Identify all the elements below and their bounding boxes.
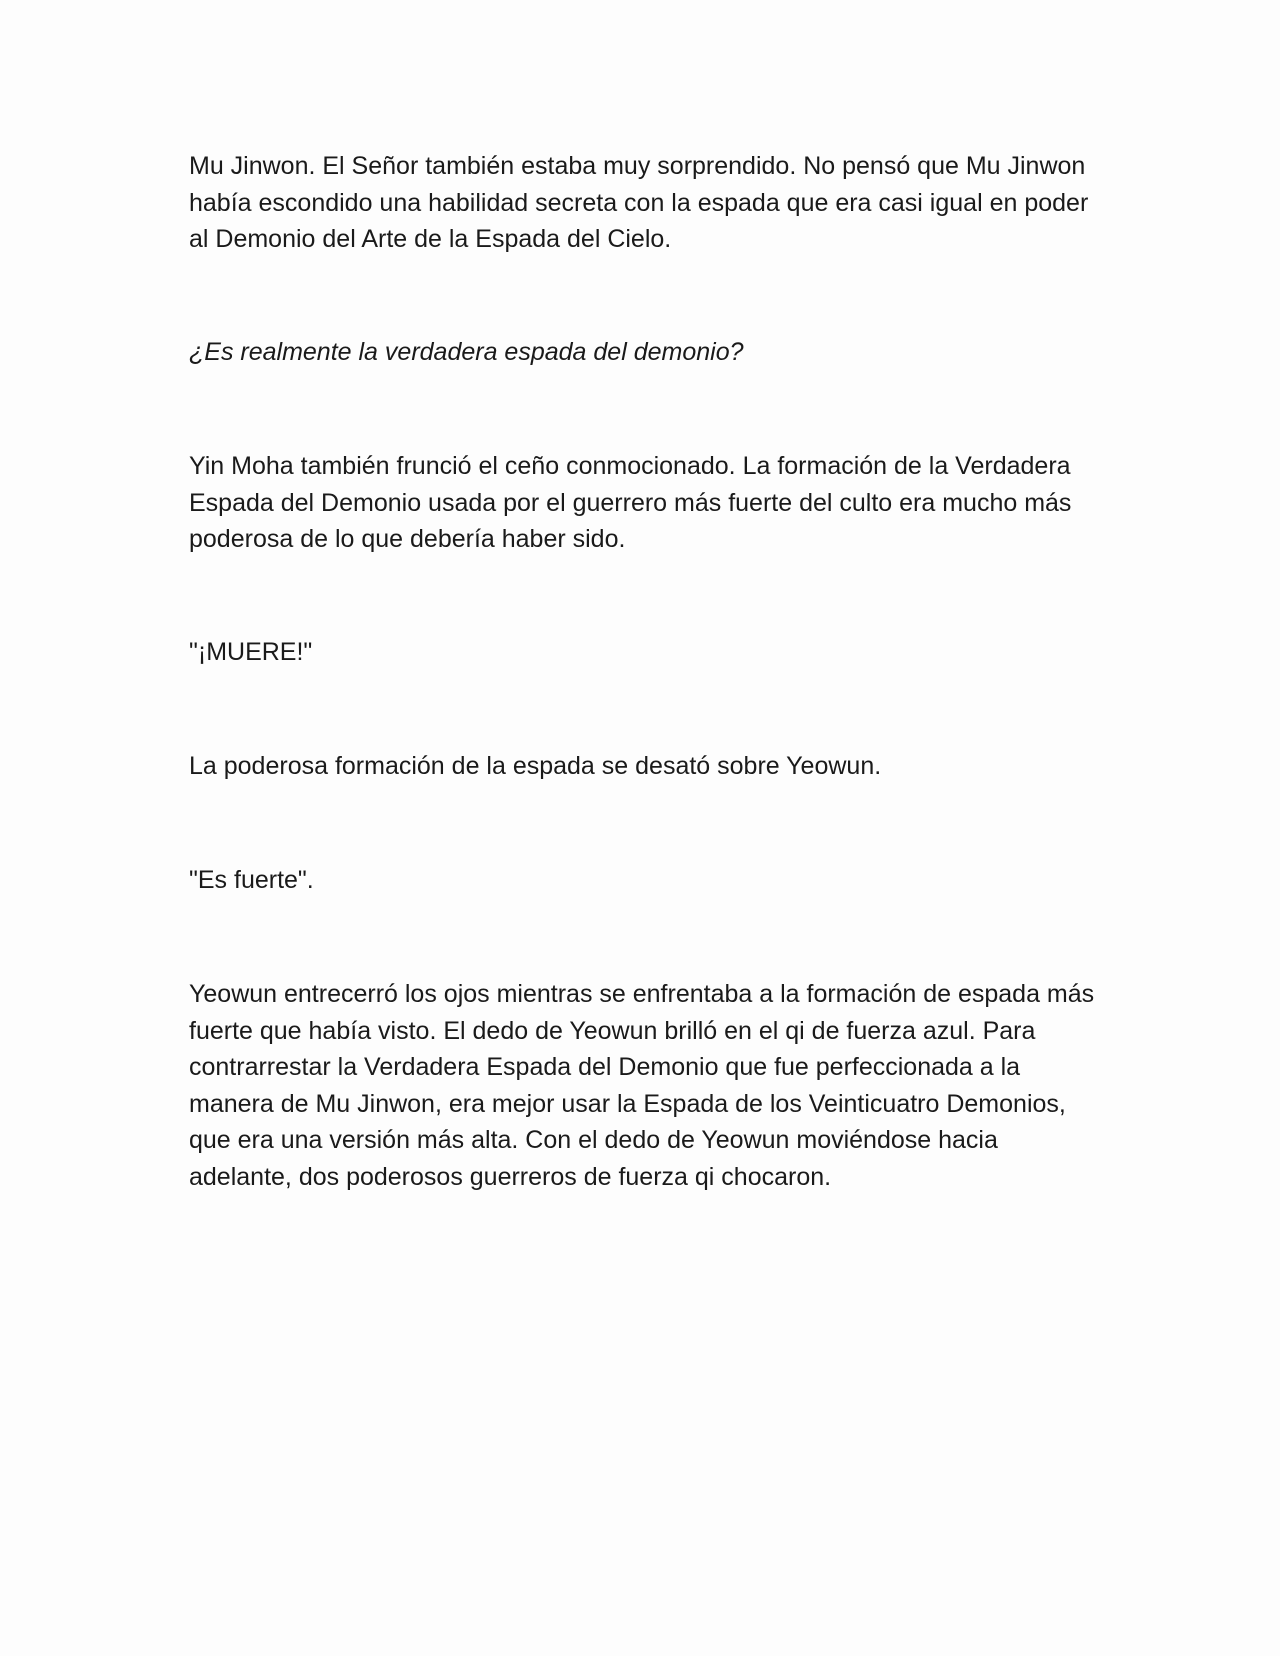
paragraph-4-dialogue: "¡MUERE!" [189, 638, 313, 666]
paragraph-2-thought: ¿Es realmente la verdadera espada del demonio? [189, 338, 744, 366]
paragraph-1: Mu Jinwon. El Señor también estaba muy sorprendido. No pensó que Mu Jinwon había escondido una habilidad secreta con la espada que era casi igual en poder al Demonio del Arte de la Espada del Cielo. [189, 152, 1089, 253]
paragraph-3: Yin Moha también frunció el ceño conmocionado. La formación de la Verdadera Espada del Demonio usada por el guerrero más fuerte del culto era mucho más poderosa de lo que debería haber sido. [189, 452, 1072, 553]
paragraph-5: La poderosa formación de la espada se desató sobre Yeowun. [189, 752, 882, 780]
paragraph-7: Yeowun entrecerró los ojos mientras se enfrentaba a la formación de espada más fuerte que había visto. El dedo de Yeowun brilló en el qi de fuerza azul. Para contrarrestar la Verdadera Espada del Demonio que fue perfeccionada a la manera de Mu Jinwon, era mejor usar la Espada de los Veinticuatro Demonios, que era una versión más alta. Con el dedo de Yeowun moviéndose hacia adelante, dos poderosos guerreros de fuerza qi chocaron. [189, 980, 1095, 1191]
paragraph-6-dialogue: "Es fuerte". [189, 866, 314, 894]
